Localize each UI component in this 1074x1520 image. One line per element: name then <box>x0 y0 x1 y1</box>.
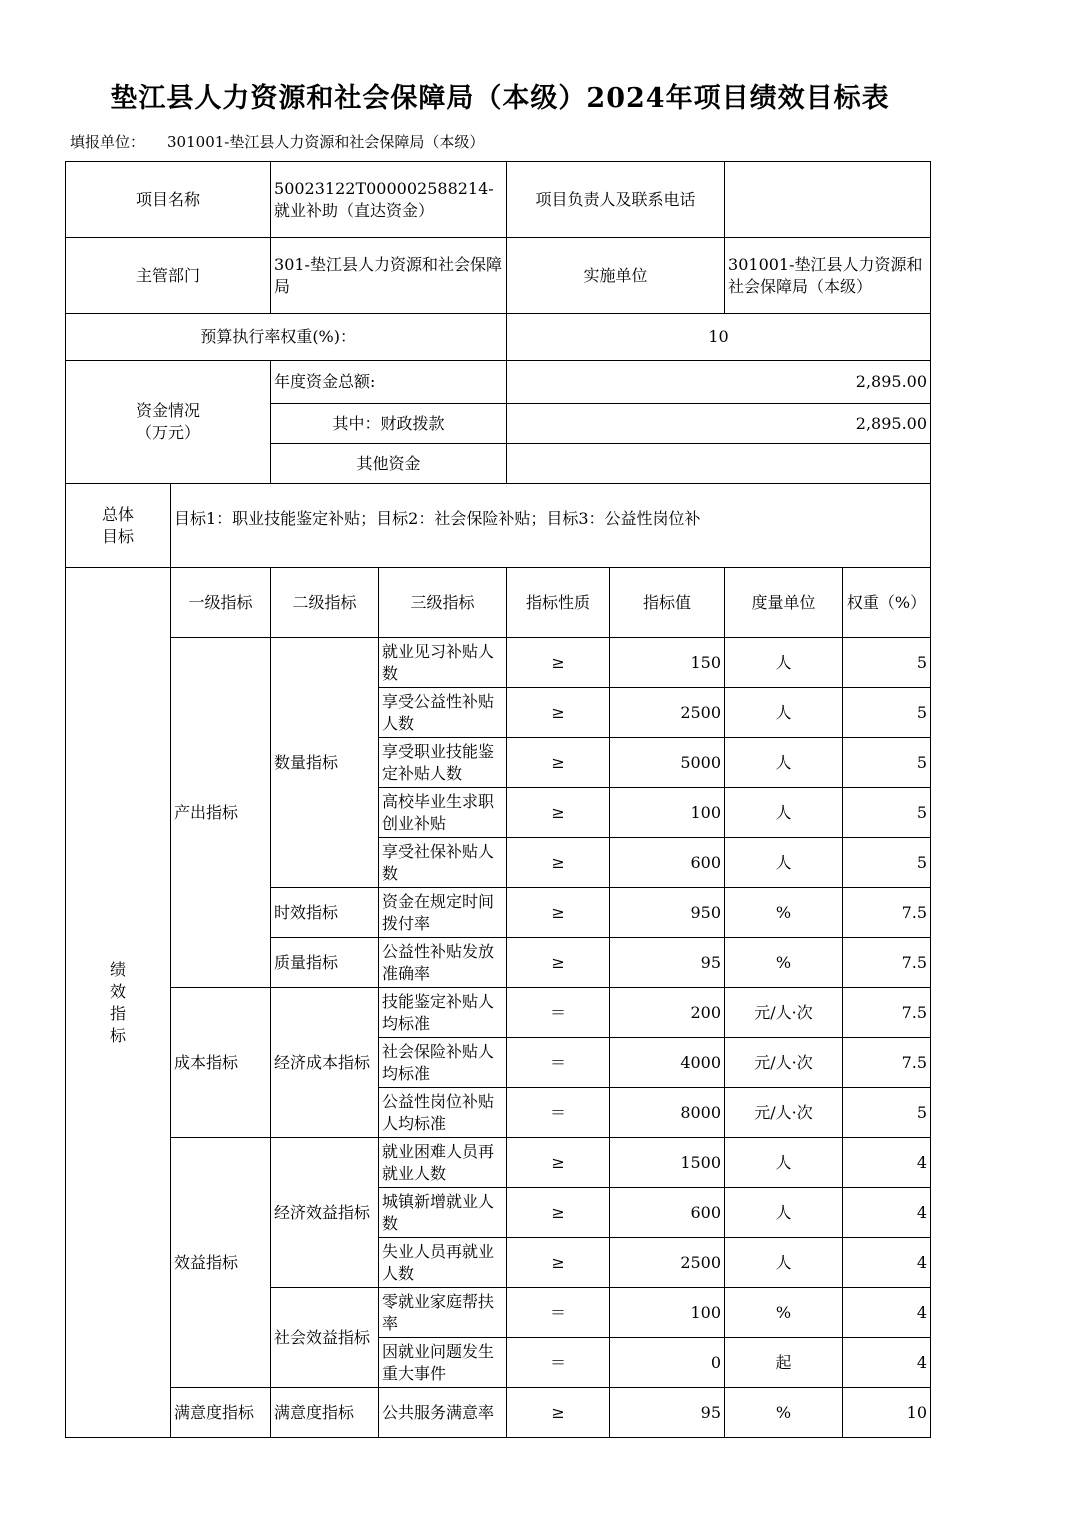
level2-econ-benefit: 经济效益指标 <box>271 1138 379 1288</box>
indicator-nature: ＝ <box>507 1038 610 1088</box>
indicator-nature: ＝ <box>507 988 610 1038</box>
header-unit: 度量单位 <box>725 568 843 638</box>
indicator-name: 高校毕业生求职创业补贴 <box>379 788 507 838</box>
budget-weight-label: 预算执行率权重(%)： <box>66 314 507 361</box>
indicator-unit: 人 <box>725 1138 843 1188</box>
indicator-weight: 5 <box>843 838 931 888</box>
funds-fiscal-label: 其中：财政拨款 <box>271 404 507 444</box>
perf-side-label <box>66 568 171 1438</box>
indicator-name: 资金在规定时间拨付率 <box>379 888 507 938</box>
overall-goal-text: 目标1：职业技能鉴定补贴；目标2：社会保险补贴；目标3：公益性岗位补 <box>171 484 931 568</box>
indicator-value: 0 <box>610 1338 725 1388</box>
page-title: 垫江县人力资源和社会保障局（本级）2024年项目绩效目标表 <box>110 83 890 114</box>
indicator-unit: % <box>725 888 843 938</box>
level1-satisfaction: 满意度指标 <box>171 1388 271 1438</box>
indicator-weight: 5 <box>843 738 931 788</box>
indicator-unit: 人 <box>725 1188 843 1238</box>
project-name-value: 50023122T000002588214-就业补助（直达资金） <box>271 162 507 238</box>
level2-quality: 质量指标 <box>271 938 379 988</box>
level1-cost: 成本指标 <box>171 988 271 1138</box>
indicator-nature: ＝ <box>507 1088 610 1138</box>
budget-weight-value: 10 <box>507 314 931 361</box>
overall-goal-label-line2: 目标 <box>101 526 134 546</box>
perf-side-char: 绩 <box>109 959 126 979</box>
indicator-value: 2500 <box>610 1238 725 1288</box>
indicator-value: 4000 <box>610 1038 725 1088</box>
indicator-name: 社会保险补贴人均标准 <box>379 1038 507 1088</box>
indicator-nature: ≥ <box>507 788 610 838</box>
project-name-label: 项目名称 <box>66 162 271 238</box>
header-level1: 一级指标 <box>171 568 271 638</box>
funds-total-value: 2,895.00 <box>507 361 931 404</box>
indicator-weight: 4 <box>843 1338 931 1388</box>
indicator-value: 5000 <box>610 738 725 788</box>
level1-benefit: 效益指标 <box>171 1138 271 1388</box>
reporting-unit <box>70 131 484 152</box>
indicator-unit: 人 <box>725 688 843 738</box>
indicator-unit: 人 <box>725 1238 843 1288</box>
performance-target-table <box>65 161 931 1438</box>
indicator-unit: 人 <box>725 838 843 888</box>
funds-other-label: 其他资金 <box>271 444 507 484</box>
indicator-value: 1500 <box>610 1138 725 1188</box>
indicator-nature: ≥ <box>507 888 610 938</box>
indicator-nature: ＝ <box>507 1288 610 1338</box>
indicator-nature: ＝ <box>507 1338 610 1388</box>
indicator-value: 950 <box>610 888 725 938</box>
indicator-name: 享受公益性补贴人数 <box>379 688 507 738</box>
indicator-name: 技能鉴定补贴人均标准 <box>379 988 507 1038</box>
overall-goal-label-line1: 总体 <box>101 504 134 524</box>
impl-unit-label: 实施单位 <box>507 238 725 314</box>
overall-goal-label <box>66 484 171 568</box>
indicator-name: 就业困难人员再就业人数 <box>379 1138 507 1188</box>
level2-quantity: 数量指标 <box>271 638 379 888</box>
indicator-weight: 7.5 <box>843 988 931 1038</box>
indicator-unit: 人 <box>725 788 843 838</box>
project-contact-value <box>725 162 931 238</box>
indicator-weight: 4 <box>843 1238 931 1288</box>
indicator-weight: 4 <box>843 1288 931 1338</box>
indicator-value: 600 <box>610 838 725 888</box>
indicator-value: 200 <box>610 988 725 1038</box>
dept-label: 主管部门 <box>66 238 271 314</box>
indicator-unit: 元/人·次 <box>725 988 843 1038</box>
indicator-name: 公益性补贴发放准确率 <box>379 938 507 988</box>
header-value: 指标值 <box>610 568 725 638</box>
funds-label <box>66 361 271 484</box>
indicator-nature: ≥ <box>507 1138 610 1188</box>
indicator-weight: 5 <box>843 1088 931 1138</box>
indicator-weight: 5 <box>843 788 931 838</box>
indicator-weight: 7.5 <box>843 938 931 988</box>
indicator-name: 零就业家庭帮扶率 <box>379 1288 507 1338</box>
indicator-unit: 起 <box>725 1338 843 1388</box>
indicator-name: 公益性岗位补贴人均标准 <box>379 1088 507 1138</box>
indicator-name: 失业人员再就业人数 <box>379 1238 507 1288</box>
indicator-weight: 10 <box>843 1388 931 1438</box>
level2-timeliness: 时效指标 <box>271 888 379 938</box>
indicator-nature: ≥ <box>507 938 610 988</box>
funds-fiscal-value: 2,895.00 <box>507 404 931 444</box>
indicator-name: 享受社保补贴人数 <box>379 838 507 888</box>
indicator-value: 600 <box>610 1188 725 1238</box>
level2-econ-cost: 经济成本指标 <box>271 988 379 1138</box>
header-nature: 指标性质 <box>507 568 610 638</box>
indicator-value: 100 <box>610 1288 725 1338</box>
funds-label-line1: 资金情况 <box>136 401 201 420</box>
indicator-nature: ≥ <box>507 688 610 738</box>
indicator-unit: % <box>725 1388 843 1438</box>
level1-output: 产出指标 <box>171 638 271 988</box>
indicator-nature: ≥ <box>507 838 610 888</box>
level2-satisfaction: 满意度指标 <box>271 1388 379 1438</box>
level2-social-benefit: 社会效益指标 <box>271 1288 379 1388</box>
reporting-unit-value: 301001-垫江县人力资源和社会保障局（本级） <box>167 133 485 151</box>
perf-side-char: 标 <box>109 1025 126 1045</box>
indicator-name: 公共服务满意率 <box>379 1388 507 1438</box>
dept-value: 301-垫江县人力资源和社会保障局 <box>271 238 507 314</box>
indicator-unit: 人 <box>725 738 843 788</box>
indicator-name: 城镇新增就业人数 <box>379 1188 507 1238</box>
indicator-weight: 7.5 <box>843 888 931 938</box>
indicator-weight: 7.5 <box>843 1038 931 1088</box>
indicator-nature: ≥ <box>507 738 610 788</box>
indicator-weight: 4 <box>843 1188 931 1238</box>
indicator-value: 95 <box>610 938 725 988</box>
impl-unit-value: 301001-垫江县人力资源和社会保障局（本级） <box>725 238 931 314</box>
indicator-weight: 5 <box>843 688 931 738</box>
indicator-unit: 人 <box>725 638 843 688</box>
indicator-nature: ≥ <box>507 1188 610 1238</box>
indicator-name: 就业见习补贴人数 <box>379 638 507 688</box>
indicator-nature: ≥ <box>507 1238 610 1288</box>
header-level3: 三级指标 <box>379 568 507 638</box>
project-contact-label: 项目负责人及联系电话 <box>507 162 725 238</box>
indicator-nature: ≥ <box>507 638 610 688</box>
indicator-value: 150 <box>610 638 725 688</box>
reporting-unit-label: 填报单位： <box>70 133 146 151</box>
indicator-value: 100 <box>610 788 725 838</box>
indicator-unit: % <box>725 938 843 988</box>
header-weight: 权重（%） <box>843 568 931 638</box>
funds-total-label: 年度资金总额: <box>271 361 507 404</box>
indicator-unit: 元/人·次 <box>725 1038 843 1088</box>
indicator-unit: % <box>725 1288 843 1338</box>
indicator-weight: 5 <box>843 638 931 688</box>
indicator-nature: ≥ <box>507 1388 610 1438</box>
indicator-value: 8000 <box>610 1088 725 1138</box>
indicator-value: 95 <box>610 1388 725 1438</box>
indicator-unit: 元/人·次 <box>725 1088 843 1138</box>
perf-side-char: 效 <box>109 981 126 1001</box>
header-level2: 二级指标 <box>271 568 379 638</box>
indicator-name: 因就业问题发生重大事件 <box>379 1338 507 1388</box>
indicator-name: 享受职业技能鉴定补贴人数 <box>379 738 507 788</box>
indicator-weight: 4 <box>843 1138 931 1188</box>
indicator-value: 2500 <box>610 688 725 738</box>
perf-side-char: 指 <box>109 1003 126 1023</box>
funds-other-value <box>507 444 931 484</box>
funds-label-line2: （万元） <box>136 423 201 442</box>
